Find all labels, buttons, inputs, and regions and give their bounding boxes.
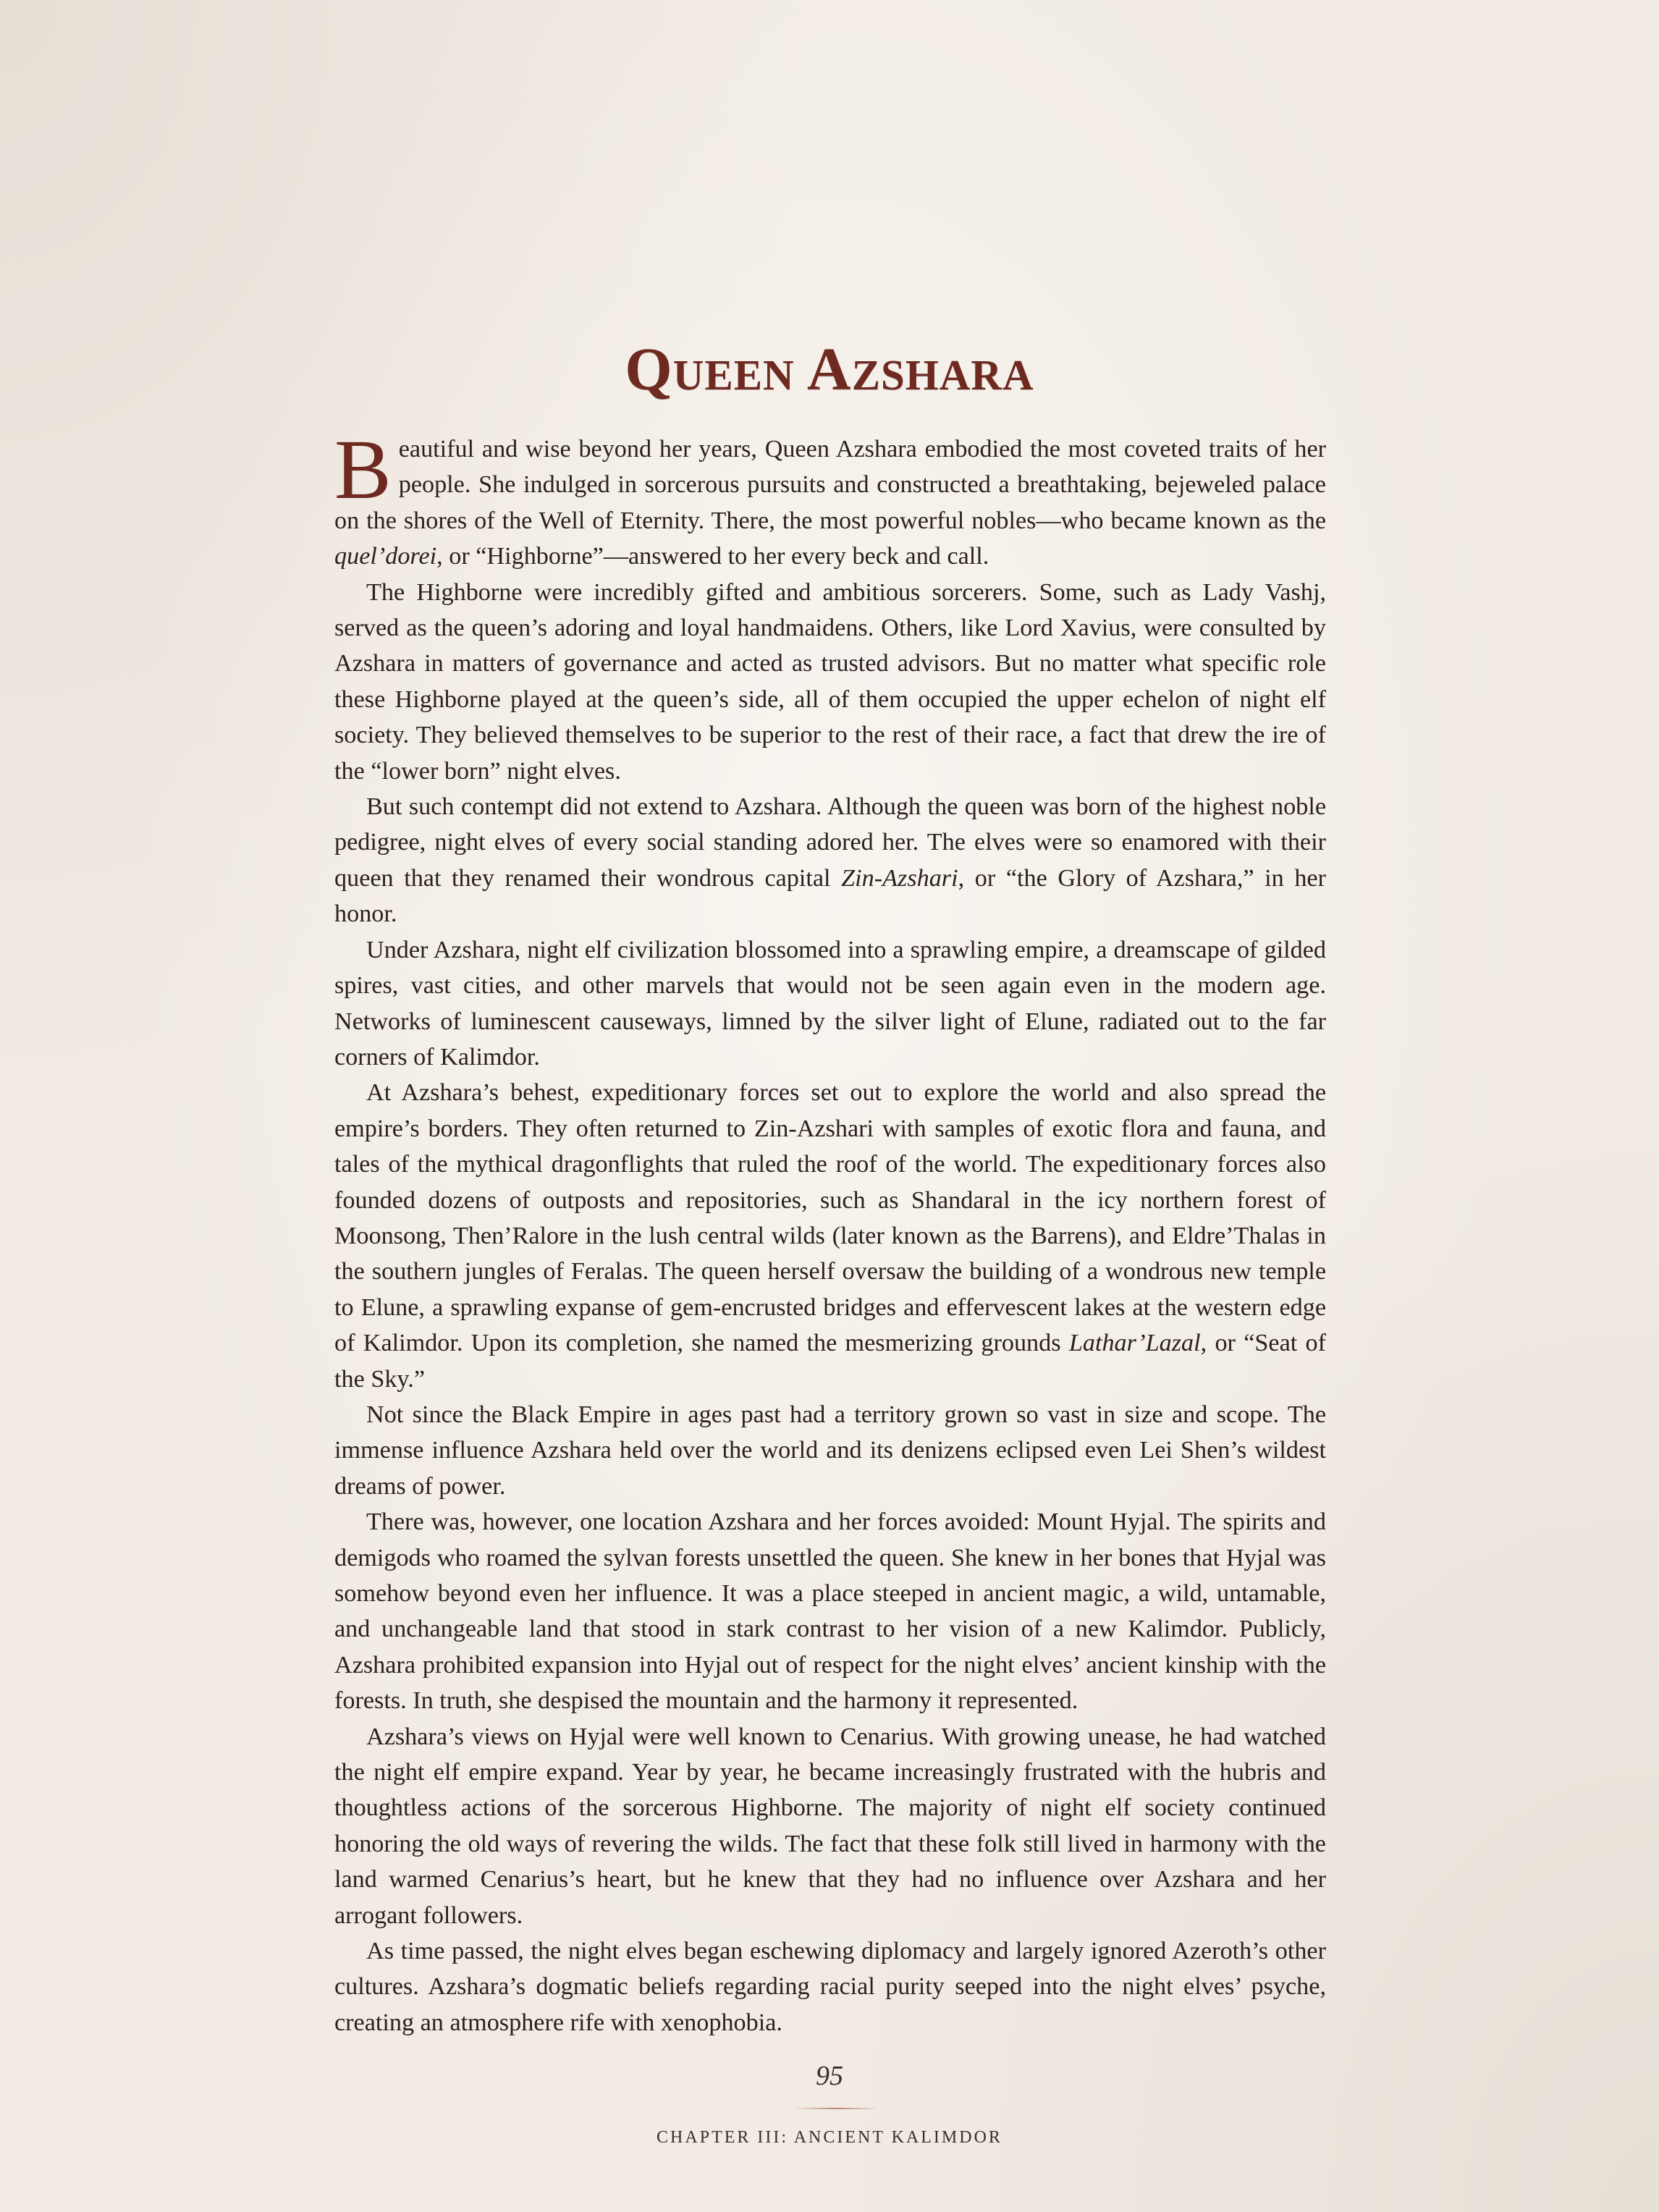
italic-term: Lathar’Lazal [1068, 1330, 1201, 1357]
page-number: 95 [816, 2061, 843, 2091]
paragraph-text: , or “the Glory of Azshara,” in her honor. [334, 864, 1326, 928]
paragraph [334, 1504, 1326, 1718]
drop-cap: B [334, 422, 392, 517]
paragraph-text: But such contempt did not extend to Azshara. Although the queen was born of the highest noble pedigree, night elves of every social standing adored her. The elves were so enamored with their queen that they renamed their wondrous capital [334, 793, 1326, 892]
paragraph-text: At Azshara’s behest, expeditionary forces set out to explore the world and also spread the empire’s borders. They often returned to Zin-Azshari with samples of exotic flora and fauna, and tales of the mythical dragonflights that ruled the roof of the world. The expeditionary forces also founded dozens of outposts and repositories, such as Shandaral in the icy northern forest of Moonsong, Then’Ralore in the lush central wilds (later known as the Barrens), and Eldre’Thalas in the southern jungles of Feralas. The queen herself oversaw the building of a wondrous new temple to Elune, a sprawling expanse of gem-encrusted bridges and effervescent lakes at the western edge of Kalimdor. Upon its completion, she named the mesmerizing grounds [334, 1079, 1326, 1357]
paragraph [334, 1075, 1326, 1397]
paragraph-text: There was, however, one location Azshara and her forces avoided: Mount Hyjal. The spirits and demigods who roamed the sylvan forests unsettled the queen. She knew in her bones that Hyjal was somehow beyond even her influence. It was a place steeped in ancient magic, a wild, untamable, and unchangeable land that stood in stark contrast to her vision of a new Kalimdor. Publicly, Azshara prohibited expansion into Hyjal out of respect for the night elves’ ancient kinship with the forests. In truth, she despised the mountain and the harmony it represented. [334, 1508, 1326, 1715]
paragraph [334, 422, 1326, 575]
italic-term: Zin-Azshari [841, 864, 958, 892]
paragraph [334, 1397, 1326, 1504]
paragraph-text: eautiful and wise beyond her years, Queen Azshara embodied the most coveted traits of her people. She indulged in sorcerous pursuits and constructed a breathtaking, bejeweled palace on the shores of the Well of Eternity. There, the most powerful nobles—who became known as the [334, 436, 1326, 534]
article-body [334, 422, 1326, 2040]
paragraph [334, 575, 1326, 789]
italic-term: quel’dorei [334, 543, 437, 570]
folio-divider [793, 2108, 880, 2109]
page-title: Queen Azshara [625, 336, 1034, 403]
paragraph-text: As time passed, the night elves began eschewing diplomacy and largely ignored Azeroth’s other cultures. Azshara’s dogmatic beliefs regarding racial purity seeped into the night elves’ psyche, creating an atmosphere rife with xenophobia. [334, 1938, 1326, 2036]
paragraph [334, 1933, 1326, 2040]
paragraph [334, 789, 1326, 932]
paragraph-text: Azshara’s views on Hyjal were well known to Cenarius. With growing unease, he had watched the night elf empire expand. Year by year, he became increasingly frustrated with the hubris and thoughtless actions of the sorcerous Highborne. The majority of night elf society continued honoring the old ways of revering the wilds. The fact that these folk still lived in harmony with the land warmed Cenarius’s heart, but he knew that they had no influence over Azshara and her arrogant followers. [334, 1723, 1326, 1929]
paragraph [334, 1719, 1326, 1933]
paragraph [334, 932, 1326, 1076]
paragraph-text: , or “Seat of the Sky.” [334, 1330, 1326, 1393]
paragraph-text: Under Azshara, night elf civilization blossomed into a sprawling empire, a dreamscape of gilded spires, vast cities, and other marvels that would not be seen again even in the modern age. Networks of luminescent causeways, limned by the silver light of Elune, radiated out to the far corners of Kalimdor. [334, 936, 1326, 1071]
chapter-running-footer: CHAPTER III: ANCIENT KALIMDOR [657, 2128, 1002, 2147]
paragraph-text: , or “Highborne”—answered to her every beck and call. [436, 543, 989, 570]
paragraph-text: Not since the Black Empire in ages past had a territory grown so vast in size and scope. The immense influence Azshara held over the world and its denizens eclipsed even Lei Shen’s wildest dreams of power. [334, 1401, 1326, 1500]
paragraph-text: The Highborne were incredibly gifted and ambitious sorcerers. Some, such as Lady Vashj, served as the queen’s adoring and loyal handmaidens. Others, like Lord Xavius, were consulted by Azshara in matters of governance and acted as trusted advisors. But no matter what specific role these Highborne played at the queen’s side, all of them occupied the upper echelon of night elf society. They believed themselves to be superior to the rest of their race, a fact that drew the ire of the “lower born” night elves. [334, 578, 1326, 785]
